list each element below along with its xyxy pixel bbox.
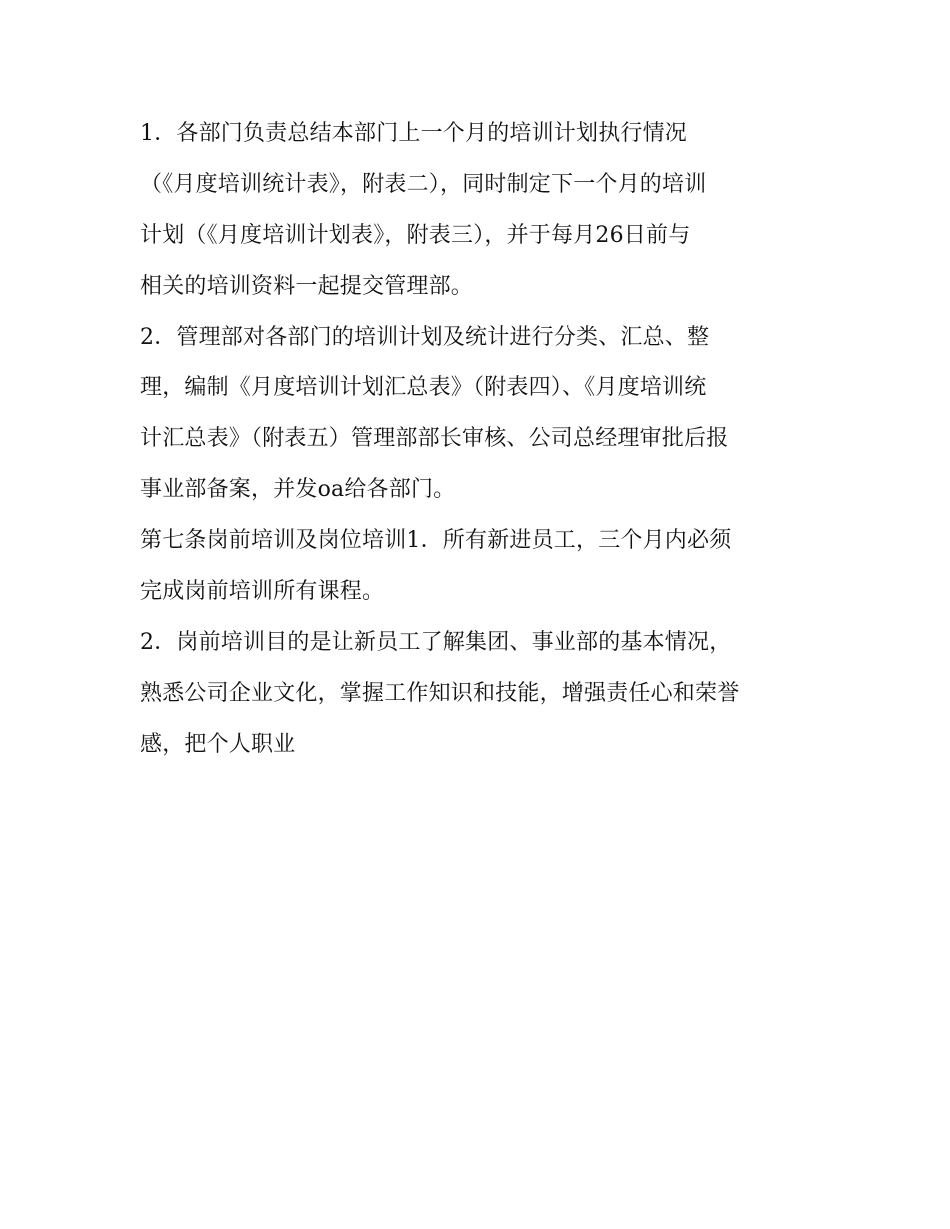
text-line: 理，编制《月度培训计划汇总表》（附表四）、《月度培训统 bbox=[140, 375, 707, 401]
text-line: 相关的培训资料一起提交管理部。 bbox=[140, 273, 474, 299]
text-line: 完成岗前培训所有课程。 bbox=[140, 579, 385, 605]
text-line: （《月度培训统计表》，附表二），同时制定下一个月的培训 bbox=[140, 171, 707, 197]
document-body bbox=[140, 109, 820, 771]
text-line: 1．各部门负责总结本部门上一个月的培训计划执行情况 bbox=[140, 121, 687, 146]
text-line: 第七条岗前培训及岗位培训1．所有新进员工，三个月内必须 bbox=[140, 528, 732, 554]
text-line: 事业部备案，并发oa给各部门。 bbox=[140, 477, 456, 503]
text-line: 感，把个人职业 bbox=[140, 731, 296, 757]
text-line: 熟悉公司企业文化，掌握工作知识和技能，增强责任心和荣誉 bbox=[140, 680, 740, 706]
text-line: 计汇总表》（附表五）管理部部长审核、公司总经理审批后报 bbox=[140, 426, 729, 452]
text-line: 计划（《月度培训计划表》，附表三），并于每月26日前与 bbox=[140, 222, 691, 248]
text-line: 2．岗前培训目的是让新员工了解集团、事业部的基本情况， bbox=[140, 629, 732, 655]
text-line: 2．管理部对各部门的培训计划及统计进行分类、汇总、整 bbox=[140, 324, 710, 350]
